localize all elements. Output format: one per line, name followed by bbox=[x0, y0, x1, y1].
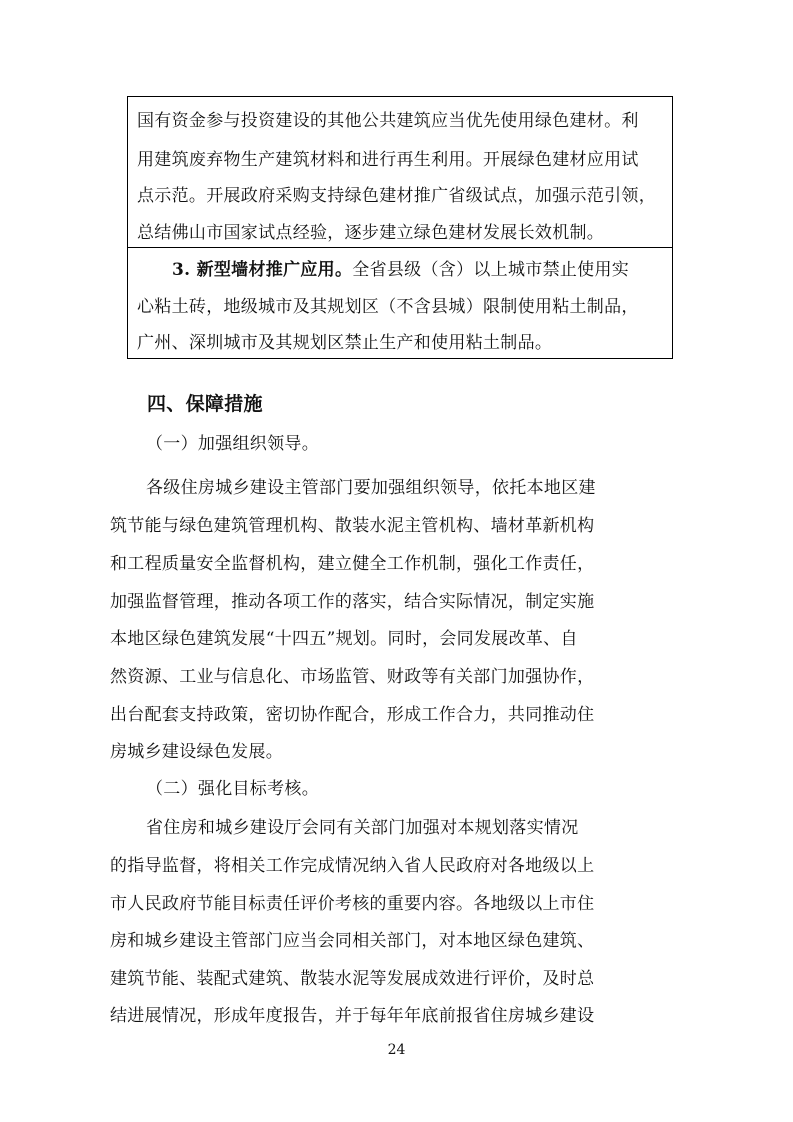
table-cell-text-line: 点示范。开展政府采购支持绿色建材推广省级试点，加强示范引领， bbox=[137, 186, 656, 206]
paragraph-line: 结进展情况，形成年度报告，并于每年年底前报省住房城乡建设 bbox=[110, 1006, 595, 1026]
section-heading: 四、保障措施 bbox=[147, 393, 263, 415]
paragraph-line: 的指导监督，将相关工作完成情况纳入省人民政府对各地级以上 bbox=[110, 856, 595, 876]
paragraph-line: 房城乡建设绿色发展。 bbox=[110, 742, 283, 762]
table-cell-text-line: 用建筑废弃物生产建筑材料和进行再生利用。开展绿色建材应用试 bbox=[137, 150, 639, 170]
paragraph-line: 加强监督管理，推动各项工作的落实，结合实际情况，制定实施 bbox=[110, 592, 595, 612]
table-cell-text-line: 国有资金参与投资建设的其他公共建筑应当优先使用绿色建材。利 bbox=[137, 111, 639, 131]
table-cell-text-line: 总结佛山市国家试点经验，逐步建立绿色建材发展长效机制。 bbox=[137, 223, 605, 243]
paragraph-line: 出台配套支持政策，密切协作配合，形成工作合力，共同推动住 bbox=[110, 705, 595, 725]
paragraph-line: 然资源、工业与信息化、市场监管、财政等有关部门加强协作， bbox=[110, 667, 595, 687]
subsection-title: （二）强化目标考核。 bbox=[146, 779, 319, 799]
table-cell-text-line: 心粘土砖，地级城市及其规划区（不含县城）限制使用粘土制品， bbox=[137, 297, 639, 317]
table-cell-text-line: 广州、深圳城市及其规划区禁止生产和使用粘土制品。 bbox=[137, 333, 553, 353]
paragraph-line: 本地区绿色建筑发展“十四五”规划。同时，会同发展改革、自 bbox=[110, 629, 578, 649]
subsection-title: （一）加强组织领导。 bbox=[146, 434, 319, 454]
paragraph-line: 各级住房城乡建设主管部门要加强组织领导，依托本地区建 bbox=[146, 478, 596, 498]
item-text: 全省县级（含）以上城市禁止使用实 bbox=[352, 260, 630, 280]
table-cell-green-materials bbox=[127, 96, 673, 247]
page-number: 24 bbox=[387, 1042, 406, 1058]
paragraph-line: 省住房和城乡建设厅会同有关部门加强对本规划落实情况 bbox=[146, 818, 579, 838]
item-title: 3. 新型墙材推广应用。 bbox=[172, 260, 353, 280]
paragraph-line: 和工程质量安全监督机构，建立健全工作机制，强化工作责任， bbox=[110, 554, 595, 574]
table-cell-wall-materials bbox=[127, 247, 673, 359]
paragraph-line: 市人民政府节能目标责任评价考核的重要内容。各地级以上市住 bbox=[110, 894, 595, 914]
paragraph-line: 建筑节能、装配式建筑、散装水泥等发展成效进行评价，及时总 bbox=[110, 969, 595, 989]
table-cell-text-line bbox=[172, 262, 629, 279]
paragraph-line: 房和城乡建设主管部门应当会同相关部门，对本地区绿色建筑、 bbox=[110, 931, 595, 951]
paragraph-line: 筑节能与绿色建筑管理机构、散装水泥主管机构、墙材革新机构 bbox=[110, 516, 595, 536]
